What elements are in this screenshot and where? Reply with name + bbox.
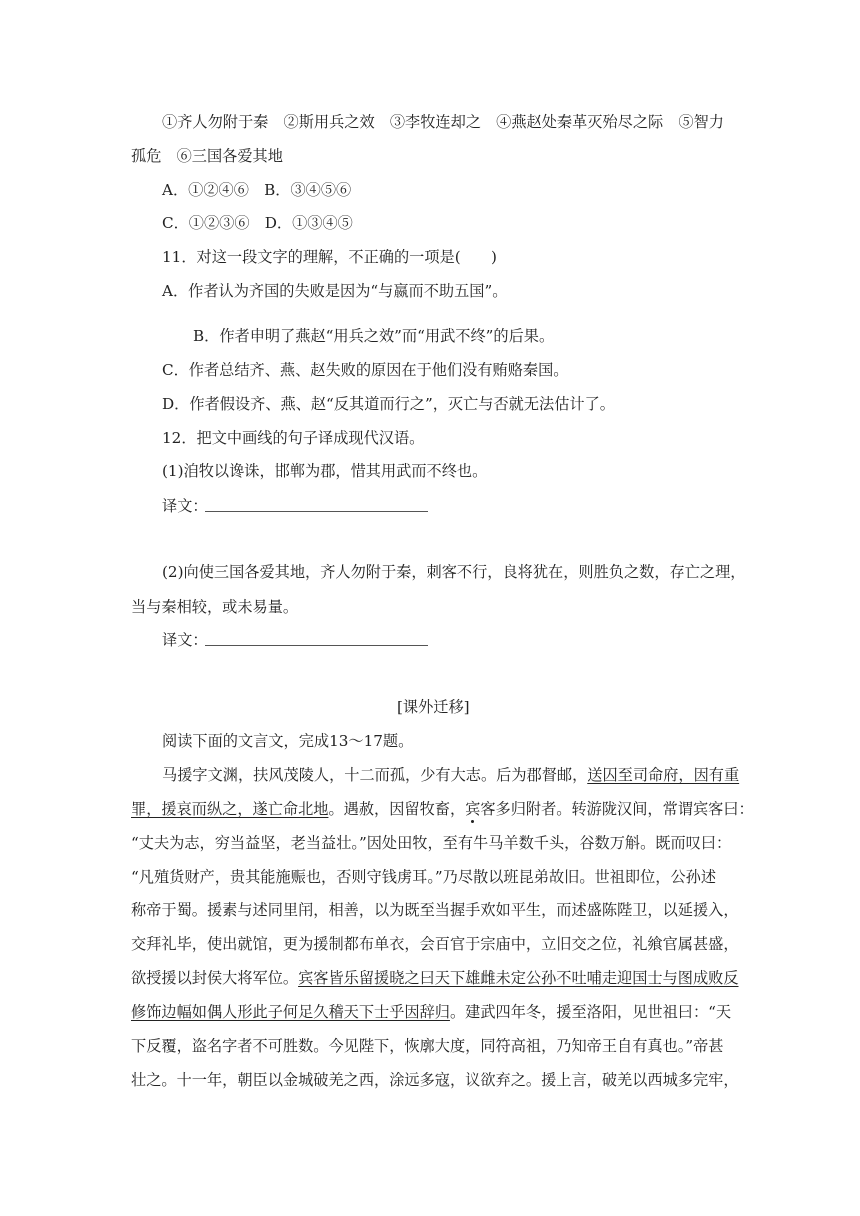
passage-line-1 [162,765,739,785]
q12-stem: 12．把文中画线的句子译成现代汉语。 [162,429,425,447]
underlined-unpunctuated-sentence: 修饰边幅如偶人形此子何足久稽天下士乎因辞归 [131,1003,450,1021]
answer-blank-1[interactable] [205,511,428,512]
q11-stem: 11．对这一段文字的理解，不正确的一项是( ) [162,248,497,266]
q11-option-c: C．作者总结齐、燕、赵失败的原因在于他们没有贿赂秦国。 [162,361,569,379]
passage-text: 欲授援以封侯大将军位。 [131,969,299,987]
q12-sentence-2-line1: (2)向使三国各爱其地，齐人勿附于秦，刺客不行，良将犹在，则胜负之数，存亡之理， [162,563,746,581]
underlined-sentence: 罪，援哀而纵之，遂亡命北地 [131,800,329,818]
q12-sentence-1: (1)洎牧以谗诛，邯郸为郡，惜其用武而不终也。 [162,462,488,480]
passage-line-5: 称帝于蜀。援素与述同里闬，相善，以为既至当握手欢如平生，而述盛陈陛卫，以延援入， [131,901,739,919]
answer-label-2: 译文： [162,631,208,649]
passage-line-6: 交拜礼毕，使出就馆，更为援制都布单衣，会百官于宗庙中，立旧交之位，礼飨官属甚盛， [131,935,739,953]
q10-choices-cd: C．①②③⑥ D．①③④⑤ [162,214,353,232]
passage-line-7 [131,968,739,988]
passage-line-8 [131,1002,731,1022]
passage-text: 马援字文渊，扶风茂陵人，十二而孤，少有大志。后为郡督邮， [162,766,588,784]
q11-option-a: A．作者认为齐国的失败是因为“与嬴而不助五国”。 [162,282,508,300]
answer-blank-2[interactable] [205,645,428,646]
q10-options-line1: ①齐人勿附于秦 ②斯用兵之效 ③李牧连却之 ④燕赵处秦革灭殆尽之际 ⑤智力 [162,113,724,131]
q11-option-b: B．作者申明了燕赵“用兵之效”而“用武不终”的后果。 [193,327,555,345]
passage-line-9: 下反覆，盗名字者不可胜数。今见陛下，恢廓大度，同符高祖，乃知帝王自有真也。”帝甚 [131,1037,724,1055]
passage-line-2 [131,799,754,819]
passage-line-3: “丈夫为志，穷当益坚，老当益壮。”因处田牧，至有牛马羊数千头，谷数万斛。既而叹曰： [131,834,732,852]
dotted-character: 宾 [465,800,481,818]
underlined-unpunctuated-sentence: 宾客皆乐留援晓之曰天下雄雌未定公孙不吐哺走迎国士与图成败反 [298,969,739,987]
q11-option-d: D．作者假设齐、燕、赵“反其道而行之”，灭亡与否就无法估计了。 [162,395,615,413]
passage-line-10: 壮之。十一年，朝臣以金城破羌之西，涂远多寇，议欲弃之。援上言，破羌以西城多完牢， [131,1071,739,1089]
passage-line-4: “凡殖货财产，贵其能施赈也，否则守钱虏耳。”乃尽散以班昆弟故旧。世祖即位，公孙述 [131,868,717,886]
answer-label-1: 译文： [162,497,208,515]
reading-instruction: 阅读下面的文言文，完成13～17题。 [162,732,414,750]
passage-text: 客多归附者。转游陇汉间，常谓宾客曰： [480,800,754,818]
q10-choices-ab: A．①②④⑥ B．③④⑤⑥ [162,181,352,199]
q10-options-line2: 孤危 ⑥三国各爱其地 [131,147,283,165]
passage-text: 。遇赦，因留牧畜， [328,800,466,818]
q12-sentence-2-line2: 当与秦相较，或未易量。 [131,598,299,616]
section-title: [课外迁移] [397,698,470,716]
passage-text: 。建武四年冬，援至洛阳，见世祖曰：“天 [449,1003,732,1021]
underlined-sentence: 送囚至司命府，因有重 [587,766,740,784]
